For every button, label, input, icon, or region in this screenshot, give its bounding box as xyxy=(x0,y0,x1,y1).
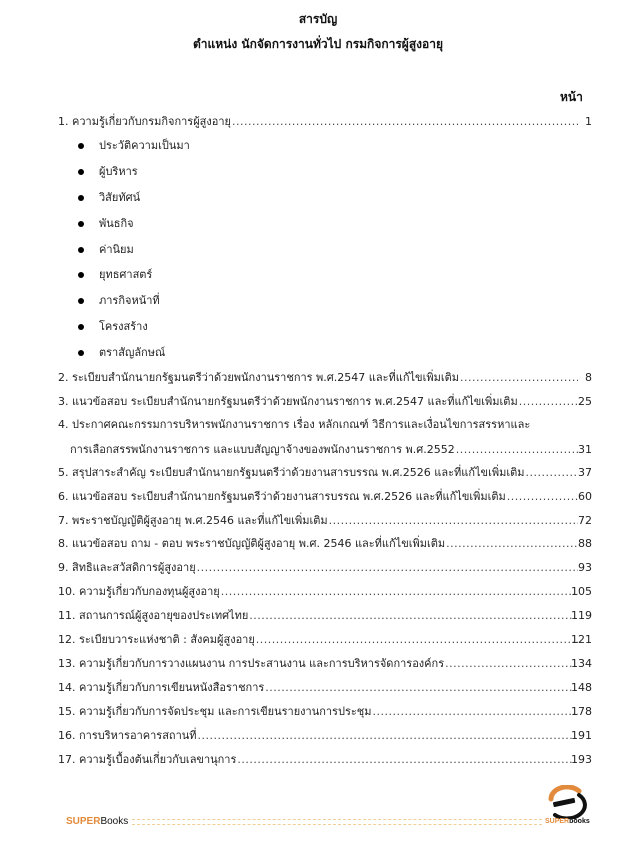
toc-entry-text: 10. ความรู้เกี่ยวกับกองทุนผู้สูงอายุ xyxy=(58,585,220,598)
toc-entry[interactable] xyxy=(58,583,592,601)
toc-subitem-text: ค่านิยม xyxy=(99,243,134,256)
dot-leader xyxy=(445,655,578,673)
toc-entry-text: 5. สรุปสาระสำคัญ ระเบียบสำนักนายกรัฐมนตรีว่าด้วยงานสารบรรณ พ.ศ.2526 และที่แก้ไขเพิ่มเติม xyxy=(58,466,525,479)
bullet-icon xyxy=(78,221,84,227)
toc-entry-text: การเลือกสรรพนักงานราชการ และแบบสัญญาจ้างของพนักงานราชการ พ.ศ.2552 xyxy=(70,443,455,456)
superbooks-logo xyxy=(535,785,595,830)
toc-entry-text: 15. ความรู้เกี่ยวกับการจัดประชุม และการเขียนรายงานการประชุม xyxy=(58,705,372,718)
bullet-icon xyxy=(78,143,84,149)
dot-leader xyxy=(372,703,578,721)
dot-leader xyxy=(249,607,578,625)
toc-entry-text: 2. ระเบียบสำนักนายกรัฐมนตรีว่าด้วยพนักงานราชการ พ.ศ.2547 และที่แก้ไขเพิ่มเติม xyxy=(58,371,459,384)
dot-leader xyxy=(456,441,578,459)
toc-subitem-text: ยุทธศาสตร์ xyxy=(99,268,153,281)
toc-entry-text: 12. ระเบียบวาระแห่งชาติ : สังคมผู้สูงอายุ xyxy=(58,633,255,646)
dot-leader xyxy=(329,512,578,530)
toc-entry-page: 191 xyxy=(571,729,592,742)
logo-text: SUPERbooks xyxy=(545,818,590,825)
toc-entry-text: 17. ความรู้เบื้องต้นเกี่ยวกับเลขานุการ xyxy=(58,753,237,766)
bullet-icon xyxy=(78,298,84,304)
toc-subitem-text: วิสัยทัศน์ xyxy=(99,191,141,204)
toc-entry-continuation[interactable] xyxy=(70,441,592,459)
swirl-logo-icon xyxy=(535,785,595,819)
page-column-label: หน้า xyxy=(560,90,583,104)
bullet-icon xyxy=(78,169,84,175)
page-subtitle: ตำแหน่ง นักจัดการงานทั่วไป กรมกิจการผู้สูงอายุ xyxy=(193,37,443,51)
toc-entry-text: 4. ประกาศคณะกรรมการบริหารพนักงานราชการ เรื่อง หลักเกณฑ์ วิธีการและเงื่อนไขการสรรหาและ xyxy=(58,418,531,431)
toc-entry[interactable] xyxy=(58,631,592,649)
toc-subitem-text: โครงสร้าง xyxy=(99,320,148,333)
toc-entry-page: 25 xyxy=(578,395,592,408)
toc-entry-page: 72 xyxy=(578,514,592,527)
toc-subitem[interactable] xyxy=(78,163,138,181)
toc-entry-text: 13. ความรู้เกี่ยวกับการวางแผนงาน การประสานงาน และการบริหารจัดการองค์กร xyxy=(58,657,445,670)
toc-entry-page: 121 xyxy=(571,633,592,646)
toc-entry[interactable] xyxy=(58,369,592,387)
toc-entry-text: 6. แนวข้อสอบ ระเบียบสำนักนายกรัฐมนตรีว่าด้วยงานสารบรรณ พ.ศ.2526 และที่แก้ไขเพิ่มเติม xyxy=(58,490,506,503)
toc-entry-page: 105 xyxy=(571,585,592,598)
toc-subitem-text: ตราสัญลักษณ์ xyxy=(99,346,166,359)
toc-entry[interactable] xyxy=(58,113,592,131)
toc-entry[interactable] xyxy=(58,559,592,577)
toc-subitem-text: ผู้บริหาร xyxy=(99,165,138,178)
dot-leader xyxy=(197,559,578,577)
toc-entry[interactable] xyxy=(58,751,592,769)
dot-leader xyxy=(221,583,578,601)
toc-subitem[interactable] xyxy=(78,137,190,155)
toc-entry-page: 8 xyxy=(585,371,592,384)
toc-subitem[interactable] xyxy=(78,318,148,336)
toc-entry-page: 1 xyxy=(585,115,592,128)
toc-entry-page: 193 xyxy=(571,753,592,766)
toc-entry[interactable] xyxy=(58,488,592,506)
toc-subitem[interactable] xyxy=(78,266,152,284)
toc-entry-text: 8. แนวข้อสอบ ถาม - ตอบ พระราชบัญญัติผู้สูงอายุ พ.ศ. 2546 และที่แก้ไขเพิ่มเติม xyxy=(58,537,446,550)
toc-subitem[interactable] xyxy=(78,189,140,207)
toc-entry-text: 7. พระราชบัญญัติผู้สูงอายุ พ.ศ.2546 และที่แก้ไขเพิ่มเติม xyxy=(58,514,328,527)
toc-entry-page: 134 xyxy=(571,657,592,670)
toc-entry-text: 16. การบริหารอาคารสถานที่ xyxy=(58,729,197,742)
bullet-icon xyxy=(78,247,84,253)
toc-entry[interactable] xyxy=(58,464,592,482)
bullet-icon xyxy=(78,324,84,330)
dot-leader xyxy=(256,631,578,649)
footer-dashed-rule xyxy=(132,819,542,825)
toc-subitem[interactable] xyxy=(78,292,160,310)
toc-entry-page: 148 xyxy=(571,681,592,694)
toc-entry[interactable] xyxy=(58,703,592,721)
toc-entry[interactable] xyxy=(58,393,592,411)
toc-entry[interactable] xyxy=(58,512,592,530)
toc-entry[interactable] xyxy=(58,416,578,434)
toc-entry-page: 31 xyxy=(578,443,592,456)
toc-entry[interactable] xyxy=(58,607,592,625)
toc-entry-page: 60 xyxy=(578,490,592,503)
dot-leader xyxy=(265,679,578,697)
toc-entry-page: 93 xyxy=(578,561,592,574)
bullet-icon xyxy=(78,272,84,278)
toc-entry-text: 9. สิทธิและสวัสดิการผู้สูงอายุ xyxy=(58,561,196,574)
toc-entry-text: 3. แนวข้อสอบ ระเบียบสำนักนายกรัฐมนตรีว่าด้วยพนักงานราชการ พ.ศ.2547 และที่แก้ไขเพิ่มเติม xyxy=(58,395,518,408)
footer-brand-books: Books xyxy=(100,816,129,827)
bullet-icon xyxy=(78,350,84,356)
toc-entry[interactable] xyxy=(58,655,592,673)
page-title: สารบัญ xyxy=(298,12,338,26)
toc-entry-page: 119 xyxy=(571,609,592,622)
toc-entry-text: 14. ความรู้เกี่ยวกับการเขียนหนังสือราชการ xyxy=(58,681,265,694)
dot-leader xyxy=(232,113,578,131)
dot-leader xyxy=(460,369,578,387)
toc-entry-page: 88 xyxy=(578,537,592,550)
dot-leader xyxy=(446,535,578,553)
toc-subitem[interactable] xyxy=(78,241,134,259)
bullet-icon xyxy=(78,195,84,201)
dot-leader xyxy=(237,751,578,769)
toc-entry[interactable] xyxy=(58,727,592,745)
footer-brand xyxy=(66,816,542,827)
toc-entry[interactable] xyxy=(58,535,592,553)
dot-leader xyxy=(198,727,578,745)
toc-subitem-text: ภารกิจหน้าที่ xyxy=(99,294,160,307)
toc-subitem-text: พันธกิจ xyxy=(99,217,134,230)
toc-subitem[interactable] xyxy=(78,215,134,233)
toc-entry[interactable] xyxy=(58,679,592,697)
toc-entry-text: 11. สถานการณ์ผู้สูงอายุของประเทศไทย xyxy=(58,609,249,622)
toc-subitem-text: ประวัติความเป็นมา xyxy=(99,139,190,152)
footer-brand-super: SUPER xyxy=(66,816,101,827)
toc-entry-text: 1. ความรู้เกี่ยวกับกรมกิจการผู้สูงอายุ xyxy=(58,115,231,128)
toc-entry-page: 37 xyxy=(578,466,592,479)
toc-subitem[interactable] xyxy=(78,344,165,362)
toc-entry-page: 178 xyxy=(571,705,592,718)
